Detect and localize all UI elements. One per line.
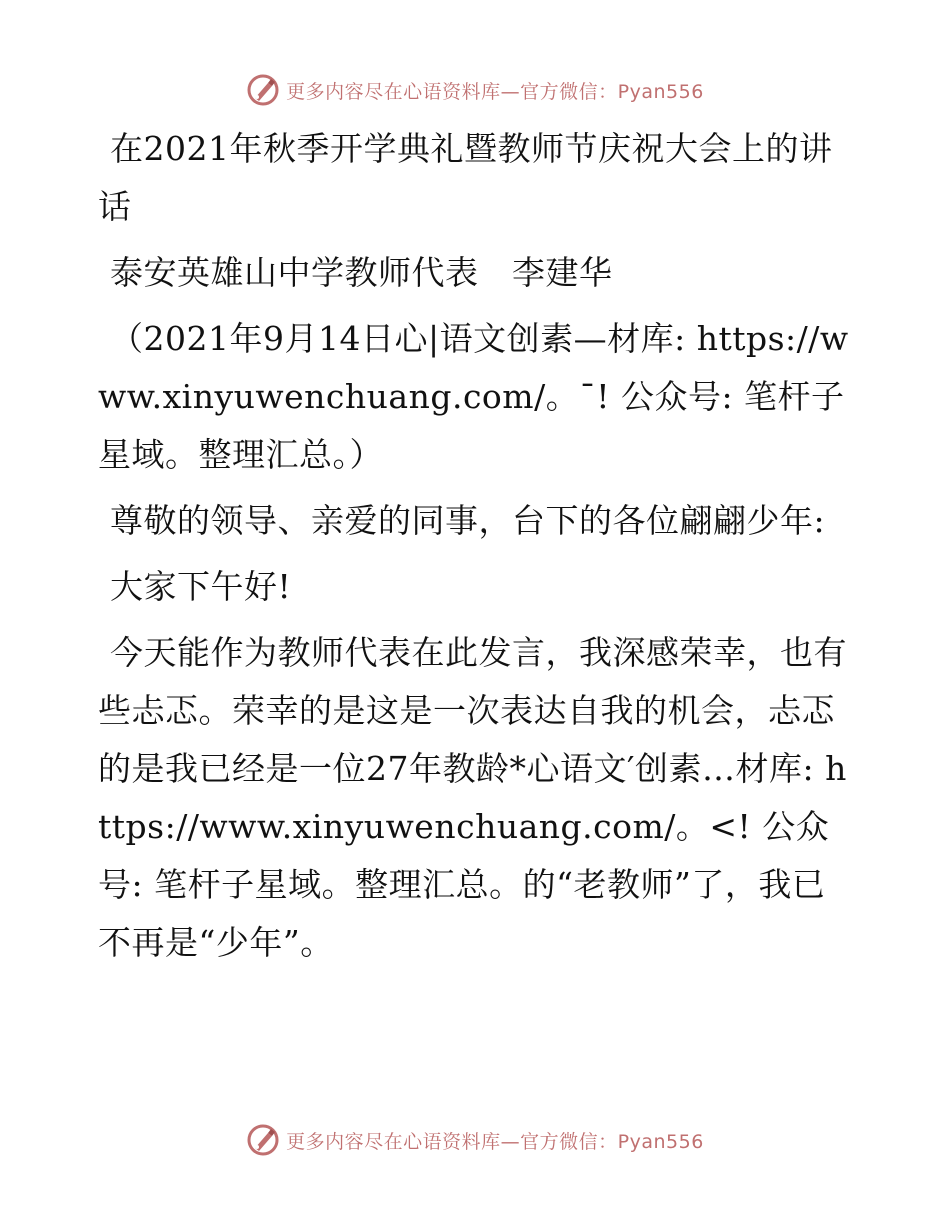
header-banner: [0, 70, 950, 110]
salutation: 尊敬的领导、亲爱的同事，台下的各位翩翩少年:: [110, 501, 826, 540]
document-body: [98, 120, 858, 980]
banner-text: 更多内容尽在心语资料库—官方微信：Pyan556: [286, 1130, 704, 1153]
banner-text: 更多内容尽在心语资料库—官方微信：Pyan556: [286, 80, 704, 103]
source-note: （2021年9月14日心|语文创素—材库: https://www.xinyuwenchuang.com/。¯! 公众号: 笔杆子星域。整理汇总。）: [98, 319, 849, 474]
author-line: 泰安英雄山中学教师代表 李建华: [110, 253, 613, 292]
footer-banner: [0, 1120, 950, 1160]
body-paragraph: 今天能作为教师代表在此发言，我深感荣幸，也有些忐忑。荣幸的是这是一次表达自我的机会，忐忑的是我已经是一位27年教龄*心语文′创素…材库: https://www.xinyuwenchuang.com/。<! 公众号: 笔杆子星域。整理汇总。的“老教师”了，我已不再是“少年”。: [98, 633, 847, 962]
pen-logo-icon: [246, 73, 280, 107]
pen-logo-icon: [246, 1123, 280, 1157]
greeting: 大家下午好!: [110, 567, 292, 606]
document-title: 在2021年秋季开学典礼暨教师节庆祝大会上的讲话: [98, 129, 833, 226]
